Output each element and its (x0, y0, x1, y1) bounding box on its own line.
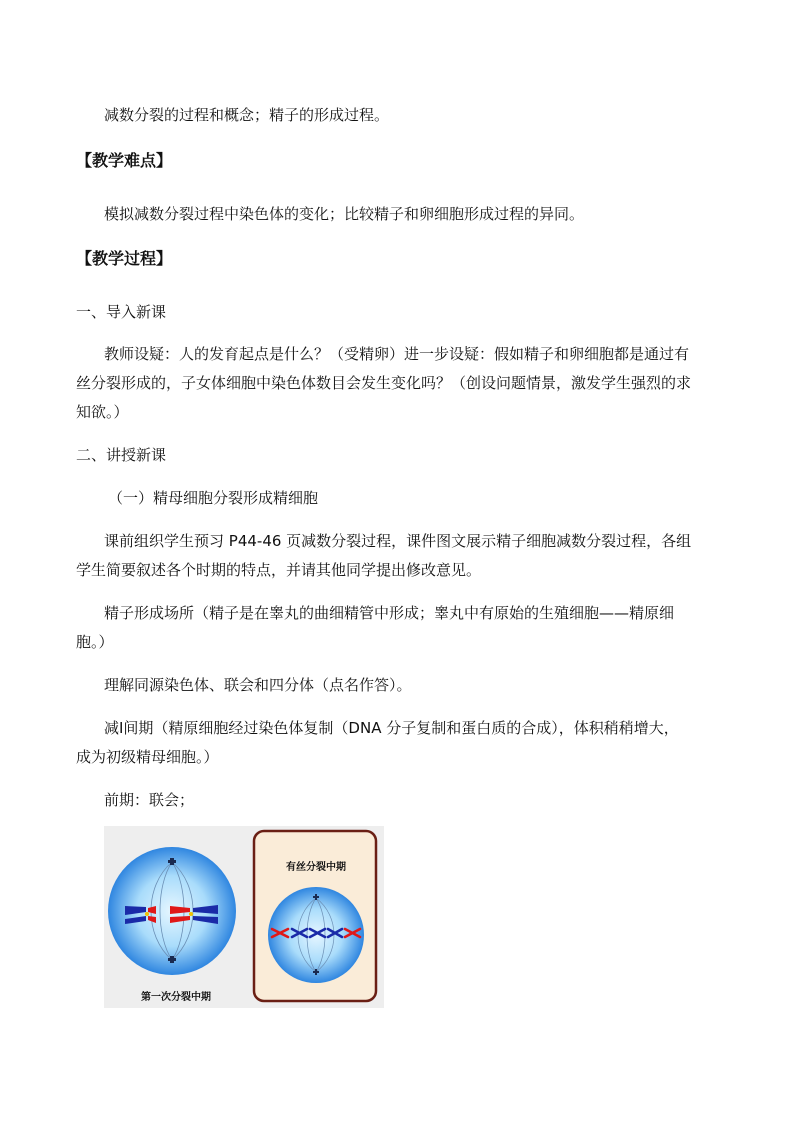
process-heading: 【教学过程】 (76, 249, 173, 268)
sub1-title: （一）精母细胞分裂形成精细胞 (108, 489, 319, 507)
difficulty-text: 模拟减数分裂过程中染色体的变化；比较精子和卵细胞形成过程的异同。 (104, 205, 585, 223)
intro-line-2: 丝分裂形成的，子女体细胞中染色体数目会发生变化吗？（创设问题情景，激发学生强烈的求 (76, 374, 692, 392)
metaphase-comparison-figure (104, 826, 384, 1008)
site-line-2: 胞。） (76, 633, 114, 651)
interphase-line-1: 减Ⅰ间期（精原细胞经过染色体复制（DNA 分子复制和蛋白质的合成），体积稍稍增大， (104, 719, 679, 737)
right-caption: 有丝分裂中期 (286, 862, 346, 873)
site-line-1: 精子形成场所（精子是在睾丸的曲细精管中形成；睾丸中有原始的生殖细胞——精原细 (104, 604, 675, 622)
section1-title: 一、导入新课 (76, 303, 167, 321)
interphase-line-2: 成为初级精母细胞。） (76, 748, 219, 766)
preview-line-1: 课前组织学生预习 P44-46 页减数分裂过程，课件图文展示精子细胞减数分裂过程，各组 (104, 532, 692, 550)
figure-svg (104, 826, 384, 1008)
intro-line-1: 教师设疑：人的发育起点是什么？（受精卵）进一步设疑：假如精子和卵细胞都是通过有 (104, 345, 690, 363)
left-caption: 第一次分裂中期 (141, 992, 211, 1003)
understand-text: 理解同源染色体、联会和四分体（点名作答）。 (104, 676, 412, 694)
key-points-text: 减数分裂的过程和概念；精子的形成过程。 (104, 106, 390, 124)
mitosis-panel (254, 831, 376, 1001)
section2-title: 二、讲授新课 (76, 446, 167, 464)
difficulty-heading: 【教学难点】 (76, 151, 173, 170)
intro-line-3: 知欲。） (76, 403, 129, 421)
meiosis-cell (108, 847, 236, 975)
prophase-text: 前期：联会； (104, 791, 195, 809)
preview-line-2: 学生简要叙述各个时期的特点，并请其他同学提出修改意见。 (76, 561, 482, 579)
